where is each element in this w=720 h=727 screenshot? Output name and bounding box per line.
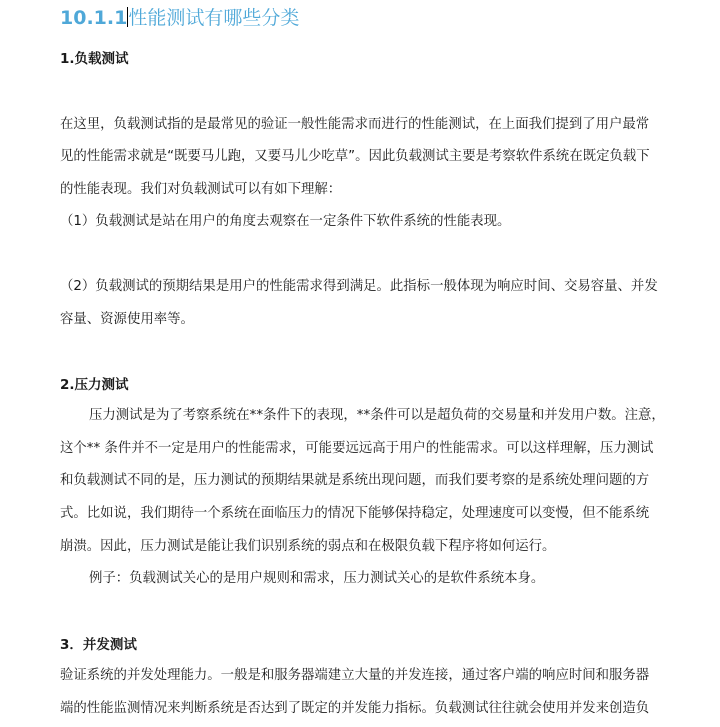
paragraph-line: 见的性能需求就是“既要马儿跑，又要马儿少吃草”。因此负载测试主要是考察软件系统在既定负载下 (60, 149, 650, 164)
heading-load-test: 1.负载测试 (60, 51, 129, 67)
list-item: （1）负载测试是站在用户的角度去观察在一定条件下软件系统的性能表现。 (60, 214, 511, 229)
paragraph-line: 例子：负载测试关心的是用户规则和需求，压力测试关心的是软件系统本身。 (89, 571, 545, 586)
paragraph-line: 这个** 条件并不一定是用户的性能需求，可能要远远高于用户的性能需求。可以这样理解，压力测试 (60, 441, 654, 456)
list-item: （2）负载测试的预期结果是用户的性能需求得到满足。此指标一般体现为响应时间、交易容量、并发 (60, 279, 658, 294)
paragraph-line: 在这里，负载测试指的是最常见的验证一般性能需求而进行的性能测试，在上面我们提到了用户最常 (60, 117, 650, 132)
section-number: 10.1.1 (60, 7, 128, 29)
heading-concurrency-test: 3．并发测试 (60, 637, 137, 653)
paragraph-line: 和负载测试不同的是，压力测试的预期结果就是系统出现问题，而我们要考察的是系统处理问题的方 (60, 473, 650, 488)
heading-stress-test: 2.压力测试 (60, 377, 129, 393)
paragraph-line: 验证系统的并发处理能力。一般是和服务器端建立大量的并发连接，通过客户端的响应时间和服务器 (60, 668, 650, 683)
paragraph-line: 压力测试是为了考察系统在**条件下的表现，**条件可以是超负荷的交易量和并发用户数。注意， (89, 408, 665, 423)
paragraph-line: 容量、资源使用率等。 (60, 312, 194, 327)
paragraph-line: 崩溃。因此，压力测试是能让我们识别系统的弱点和在极限负载下程序将如何运行。 (60, 539, 556, 554)
paragraph-line: 式。比如说，我们期待一个系统在面临压力的情况下能够保持稳定，处理速度可以变慢，但不能系统 (60, 506, 650, 521)
section-title (60, 6, 299, 30)
paragraph-line: 的性能表现。我们对负载测试可以有如下理解： (60, 182, 342, 197)
section-title-text: 性能测试有哪些分类 (128, 7, 300, 29)
paragraph-line: 端的性能监测情况来判断系统是否达到了既定的并发能力指标。负载测试往往就会使用并发来创造负 (60, 701, 650, 716)
